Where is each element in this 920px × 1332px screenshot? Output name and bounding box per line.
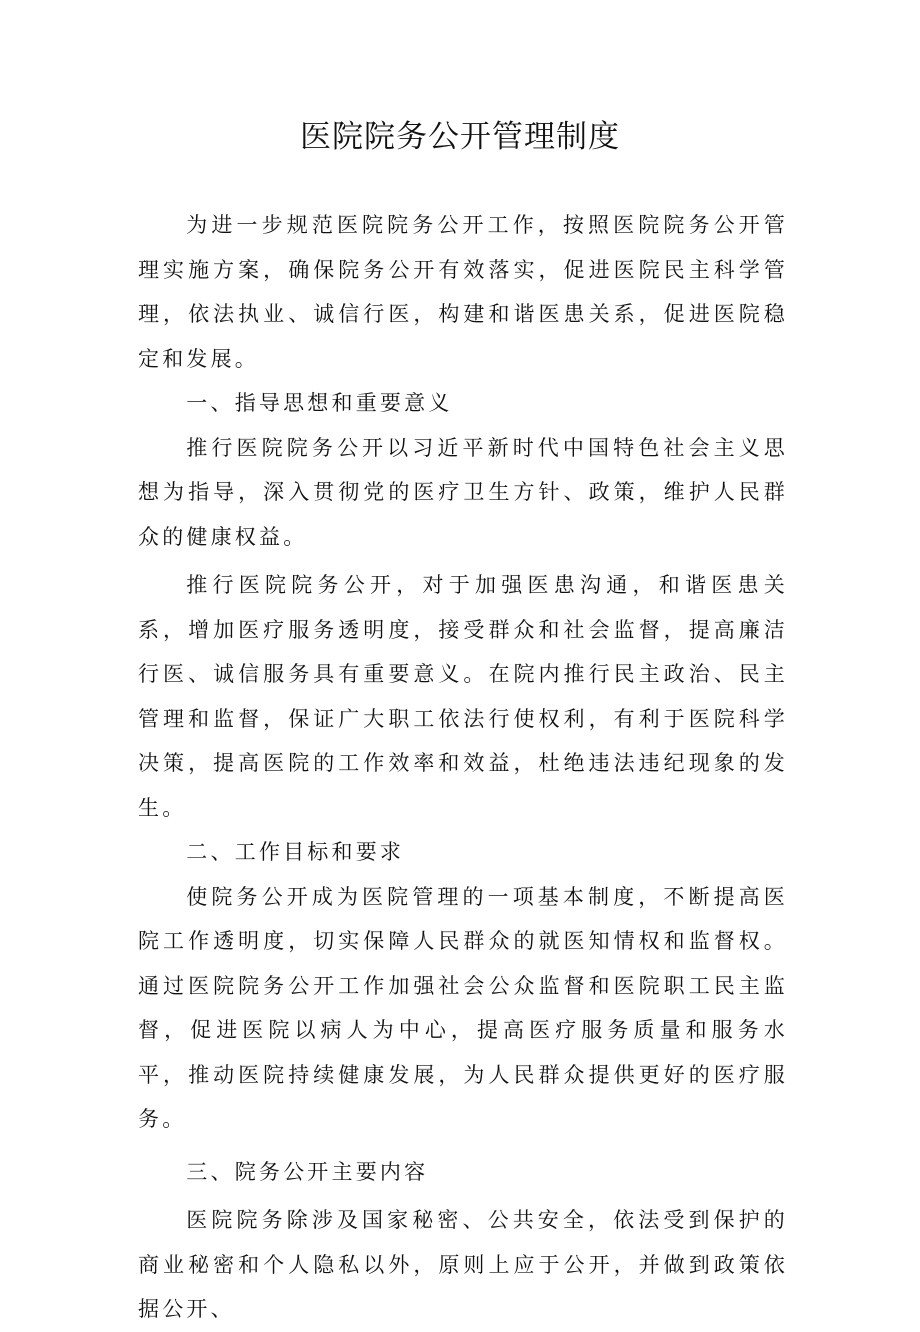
intro-paragraph: 为进一步规范医院院务公开工作，按照医院院务公开管理实施方案，确保院务公开有效落实，促进医院民主科学管理，依法执业、诚信行医，构建和谐医患关系，促进医院稳定和发展。 [138,213,788,371]
section-heading-1: 一、指导思想和重要意义 [186,391,453,415]
section-heading-2: 二、工作目标和要求 [186,840,405,864]
section-1-paragraph-1: 推行医院院务公开以习近平新时代中国特色社会主义思想为指导，深入贯彻党的医疗卫生方针、政策，维护人民群众的健康权益。 [138,435,788,549]
document-body [138,203,788,1332]
section-1-paragraph-2: 推行医院院务公开，对于加强医患沟通，和谐医患关系，增加医疗服务透明度，接受群众和社会监督，提高廉洁行医、诚信服务具有重要意义。在院内推行民主政治、民主管理和监督，保证广大职工依法行使权利，有利于医院科学决策，提高医院的工作效率和效益，杜绝违法违纪现象的发生。 [138,573,788,820]
section-heading-3: 三、院务公开主要内容 [186,1159,429,1184]
document-title: 医院院务公开管理制度 [300,119,620,155]
section-2-paragraph-1: 使院务公开成为医院管理的一项基本制度，不断提高医院工作透明度，切实保障人民群众的就医知情权和监督权。通过医院院务公开工作加强社会公众监督和医院职工民主监督，促进医院以病人为中心，提高医疗服务质量和服务水平，推动医院持续健康发展，为人民群众提供更好的医疗服务。 [138,884,788,1131]
section-3-paragraph-1: 医院院务除涉及国家秘密、公共安全，依法受到保护的商业秘密和个人隐私以外，原则上应于公开，并做到政策依据公开、 [138,1208,788,1321]
